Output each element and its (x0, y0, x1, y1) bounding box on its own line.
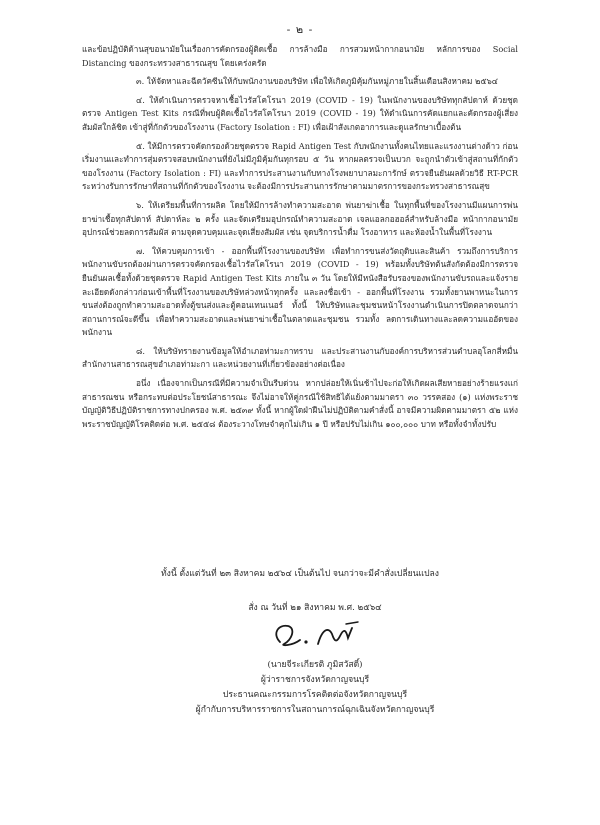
paragraph-continuation: และข้อปฏิบัติด้านสุขอนามัยในเรื่องการคัดกรองผู้ติดเชื้อ การล้างมือ การสวมหน้ากากอนามัย หลักการของ Social Distancing ของกระทรวงสาธารณสุข โดยเคร่งครัด (82, 44, 518, 68)
order-date-line: สั่ง ณ วันที่ ๒๑ สิงหาคม พ.ศ. ๒๕๖๔ (248, 603, 382, 613)
document-body (82, 43, 518, 436)
paragraph-penalty-notice: อนึ่ง เนื่องจากเป็นกรณีที่มีความจำเป็นรีบด่วน หากปล่อยให้เนิ่นช้าไปจะก่อให้เกิดผลเสียหายอย่างร้ายแรงแก่สาธารณชน หรือกระทบต่อประโยชน์สาธารณะ จึงไม่อาจให้คู่กรณีใช้สิทธิได้แย้งตามมาตรา ๓๐ วรรคสอง (๑) แห่งพระราชบัญญัติวิธีปฏิบัติราชการทางปกครอง พ.ศ. ๒๕๓๙ ทั้งนี้ หากผู้ใดฝ่าฝืนไม่ปฏิบัติตามคำสั่งนี้ อาจมีความผิดตามมาตรา ๕๒ แห่งพระราชบัญญัติโรคติดต่อ พ.ศ. ๒๕๕๘ ต้องระวางโทษจำคุกไม่เกิน ๑ ปี หรือปรับไม่เกิน ๑๐๐,๐๐๐ บาท หรือทั้งจำทั้งปรับ (82, 378, 518, 429)
signatory-position-emergency: ผู้กำกับการบริหารราชการในสถานการณ์ฉุกเฉินจังหวัดกาญจนบุรี (195, 705, 435, 715)
paragraph-item-7: ๗. ให้ควบคุมการเข้า - ออกพื้นที่โรงงานของบริษัท เพื่อทำการขนส่งวัตถุดิบและสินค้า รวมถึงการบริการ พนักงานขับรถต้องผ่านการตรวจคัดกรองเชื้อไวรัสโคโรนา 2019 (COVID - 19) พร้อมทั้งบริษัทต้นสังกัดต้องมีการตรวจยืนยันผลเชื้อทั้งด้วยชุดตรวจ Rapid Antigen Test Kits ภายใน ๓ วัน โดยให้มีหนังสือรับรองของพนักงานขับรถและแจ้งรายละเอียดดังกล่าวก่อนเข้าพื้นที่โรงงานของบริษัทล่วงหน้าทุกครั้ง และลงชื่อเข้า - ออกพื้นที่โรงงาน รวมทั้งยานพาหนะในการขนส่งต้องถูกทำความสะอาดทั้งตู้ขนส่งและตู้คอนเทนเนอร์ ทั้งนี้ ให้บริษัทและชุมชนหน้าโรงงานดำเนินการปิดตลาดจนกว่าสถานการณ์จะดีขึ้น เพื่อทำความสะอาดและพ่นยาฆ่าเชื้อในตลาดและชุมชน รวมทั้ง ลดการเดินทางและลดความแออัดของพนักงาน (82, 245, 518, 338)
signatory-position-committee: ประธานคณะกรรมการโรคติดต่อจังหวัดกาญจนบุรี (222, 690, 408, 700)
page-number: - ๒ - (286, 23, 314, 36)
signature-block (0, 658, 600, 718)
signatory-name: (นายจีระเกียรติ ภูมิสวัสดิ์) (267, 660, 363, 670)
paragraph-item-8: ๘. ให้บริษัทรายงานข้อมูลให้อำเภอท่ามะกาทราบ และประสานงานกับองค์การบริหารส่วนตำบลอุโลกสี่หมื่น สำนักงานสาธารณสุขอำเภอท่ามะกา และหน่วยงานที่เกี่ยวข้องอย่างต่อเนื่อง (82, 345, 518, 370)
signature-image (262, 616, 382, 656)
paragraph-item-5: ๕. ให้มีการตรวจคัดกรองด้วยชุดตรวจ Rapid Antigen Test กับพนักงานทั้งคนไทยและแรงงานต่างด้าว ก่อนเริ่มงานและทำการสุ่มตรวจสอบพนักงานที่ยังไม่มีภูมิคุ้มกันทุกรอบ ๕ วัน หากผลตรวจเป็นบวก จะถูกนำตัวเข้าสู่สถานที่กักตัวของโรงงาน (Factory Isolation : FI) และทำการประสานงานกับทางโรงพยาบาลมะการักษ์ ตรวจยืนยันผลด้วยวิธี RT-PCR ระหว่างรับการรักษาที่สถานที่กักตัวของโรงงาน จะต้องมีการประสานการรักษาตามมาตรการของกระทรวงสาธารณสุข (82, 140, 518, 192)
paragraph-item-6: ๖. ให้เตรียมพื้นที่การผลิต โดยให้มีการล้างทำความสะอาด พ่นยาฆ่าเชื้อ ในทุกพื้นที่ของโรงงานมีแผนการพ่นยาฆ่าเชื้อทุกสัปดาห์ สัปดาห์ละ ๒ ครั้ง และจัดเตรียมอุปกรณ์ทำความสะอาด เจลแอลกอฮอล์สำหรับล้างมือ หน้ากากอนามัย อุปกรณ์ช่วยลดการสัมผัส ตามจุดควบคุมและจุดเสี่ยงสัมผัส เช่น จุดบริการน้ำดื่ม โรงอาหาร และห้องน้ำในพื้นที่โรงงาน (82, 199, 518, 238)
paragraph-item-3: ๓. ให้จัดหาและฉีดวัคซีนให้กับพนักงานของบริษัท เพื่อให้เกิดภูมิคุ้มกันหมู่ภายในสิ้นเดือนสิงหาคม ๒๕๖๔ (136, 76, 498, 87)
effective-date-line: ทั้งนี้ ตั้งแต่วันที่ ๒๓ สิงหาคม ๒๕๖๔ เป็นต้นไป จนกว่าจะมีคำสั่งเปลี่ยนแปลง (160, 569, 440, 579)
paragraph-item-4: ๔. ให้ดำเนินการตรวจหาเชื้อไวรัสโคโรนา 2019 (COVID - 19) ในพนักงานของบริษัททุกสัปดาห์ ด้วยชุดตรวจ Antigen Test Kits กรณีที่พบผู้ติดเชื้อไวรัสโคโรนา 2019 (COVID - 19) ให้ดำเนินการคัดแยกและคัดกรองผู้เสี่ยงสัมผัสใกล้ชิด เข้าสู่ที่กักตัวของโรงงาน (Factory Isolation : FI) เพื่อเฝ้าสังเกตอาการและดูแลรักษาเบื้องต้น (82, 94, 518, 132)
signatory-position-governor: ผู้ว่าราชการจังหวัดกาญจนบุรี (260, 675, 370, 685)
